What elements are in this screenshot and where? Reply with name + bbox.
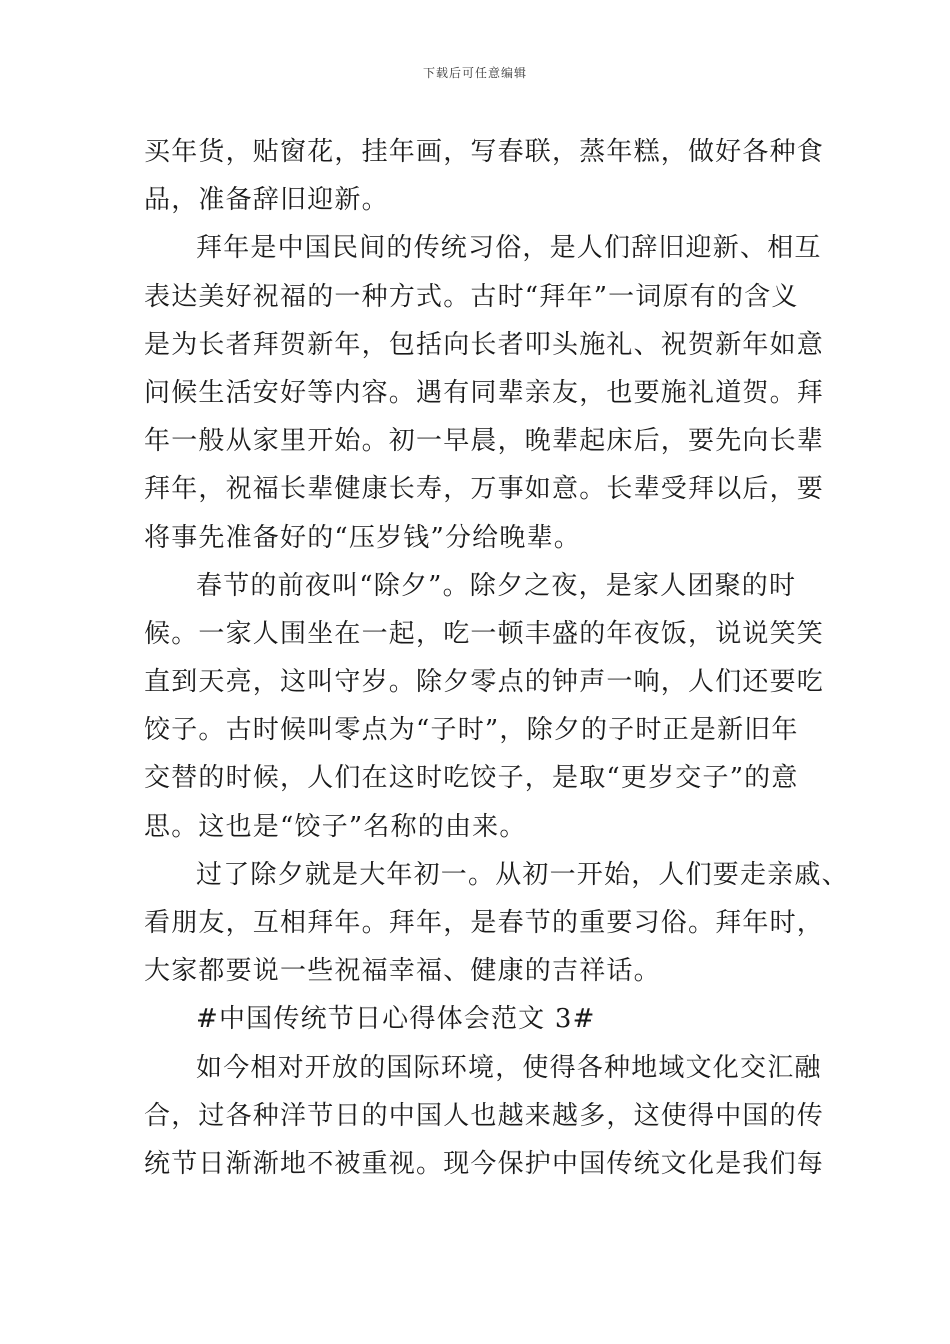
text-line: 交替的时候，人们在这时吃饺子，是取“更岁交子”的意 (144, 763, 799, 794)
paragraph-start-line: 拜年是中国民间的传统习俗，是人们辞旧迎新、相互 (196, 233, 822, 264)
text-line: 合，过各种洋节日的中国人也越来越多，这使得中国的传 (144, 1100, 825, 1131)
paragraph-start-line: 春节的前夜叫“除夕”。除夕之夜，是家人团聚的时 (196, 570, 797, 601)
text-line: 买年货，贴窗花，挂年画，写春联，蒸年糕，做好各种食 (144, 137, 825, 167)
section-heading: #中国传统节日心得体会范文 3# (196, 1004, 596, 1035)
text-line: 年一般从家里开始。初一早晨，晚辈起床后，要先向长辈 (144, 426, 825, 457)
text-line: 饺子。古时候叫零点为“子时”，除夕的子时正是新旧年 (144, 715, 799, 746)
text-line: 思。这也是“饺子”名称的由来。 (144, 811, 527, 842)
text-line: 看朋友，互相拜年。拜年，是春节的重要习俗。拜年时， (144, 908, 825, 938)
text-line: 拜年，祝福长辈健康长寿，万事如意。长辈受拜以后，要 (144, 474, 825, 505)
text-line: 统节日渐渐地不被重视。现今保护中国传统文化是我们每 (144, 1148, 825, 1179)
text-line: 候。一家人围坐在一起，吃一顿丰盛的年夜饭，说说笑笑 (144, 618, 825, 649)
paragraph-start-line: 如今相对开放的国际环境，使得各种地域文化交汇融 (196, 1052, 822, 1083)
text-line: 大家都要说一些祝福幸福、健康的吉祥话。 (144, 956, 661, 987)
text-line: 将事先准备好的“压岁钱”分给晚辈。 (144, 522, 581, 553)
text-line: 品，准备辞旧迎新。 (144, 185, 389, 216)
text-line: 表达美好祝福的一种方式。古时“拜年”一词原有的含义 (144, 281, 799, 312)
text-line: 是为长者拜贺新年，包括向长者叩头施礼、祝贺新年如意 (144, 329, 825, 360)
page-header: 下载后可任意编辑 (422, 66, 527, 80)
document-body (144, 128, 849, 1188)
paragraph-start-line: 过了除夕就是大年初一。从初一开始，人们要走亲戚、 (196, 859, 849, 890)
text-line: 问候生活安好等内容。遇有同辈亲友，也要施礼道贺。拜 (144, 377, 825, 408)
text-line: 直到天亮，这叫守岁。除夕零点的钟声一响，人们还要吃 (144, 667, 825, 698)
